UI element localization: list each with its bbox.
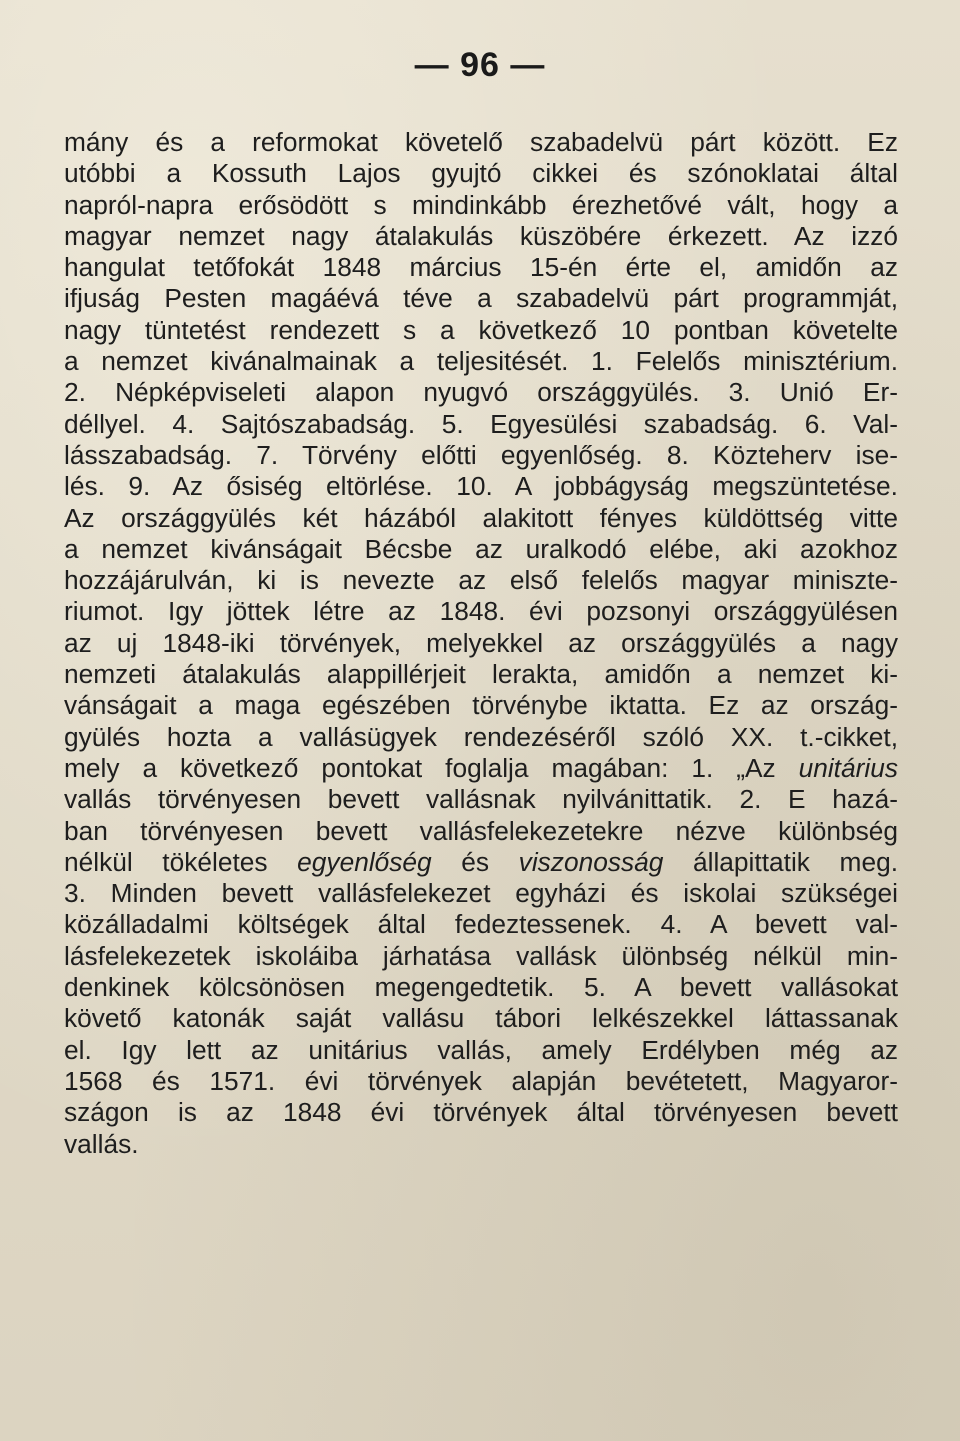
- text-segment: vánságait a maga egészében törvénybe iktatta. Ez az ország-: [64, 690, 898, 721]
- text-segment: lásszabadság. 7. Törvény előtti egyenlőség. 8. Közteherv ise-: [64, 439, 898, 470]
- text-line: [64, 127, 898, 158]
- text-segment: a nemzet kivánságait Bécsbe az uralkodó elébe, aki azokhoz: [64, 533, 898, 564]
- text-line: [64, 690, 898, 721]
- text-segment: a nemzet kivánalmainak a teljesitését. 1. Felelős minisztérium.: [64, 346, 898, 377]
- text-segment: riumot. Igy jöttek létre az 1848. évi pozsonyi országgyülésen: [64, 596, 898, 627]
- text-line: [64, 941, 898, 972]
- text-segment: 3. Minden bevett vallásfelekezet egyházi és iskolai szükségei: [64, 878, 898, 909]
- body-text: [64, 127, 898, 1160]
- page-number: — 96 —: [414, 46, 546, 84]
- text-line: [64, 753, 898, 784]
- text-line: [64, 440, 898, 471]
- text-segment: napról-napra erősödött s mindinkább érezhetővé vált, hogy a: [64, 189, 898, 220]
- text-segment: nemzeti átalakulás alappillérjeit lerakta, amidőn a nemzet ki-: [64, 659, 898, 690]
- text-segment: vallás.: [64, 1128, 139, 1159]
- text-line: [64, 377, 898, 408]
- text-segment: nagy tüntetést rendezett s a következő 10 pontban követelte: [64, 314, 898, 345]
- text-segment: ban törvényesen bevett vallásfelekezetekre nézve különbség: [64, 815, 898, 846]
- text-line: [64, 315, 898, 346]
- text-segment: hozzájárulván, ki is nevezte az első felelős magyar miniszte-: [64, 565, 898, 596]
- text-segment: denkinek kölcsönösen megengedtetik. 5. A bevett vallásokat: [64, 972, 898, 1003]
- text-line: [64, 158, 898, 189]
- text-line: [64, 1066, 898, 1097]
- text-line: [64, 816, 898, 847]
- text-segment: 2. Népképviseleti alapon nyugvó országgyülés. 3. Unió Er-: [64, 377, 898, 408]
- text-segment: 1568 és 1571. évi törvények alapján bevétetett, Magyaror-: [64, 1065, 898, 1096]
- italic-text: viszonosság: [518, 846, 664, 877]
- text-line: [64, 283, 898, 314]
- text-segment: mely a következő pontokat foglalja magában: 1. „Az: [64, 752, 799, 783]
- text-segment: követő katonák saját vallásu tábori lelkészekkel láttassanak: [64, 1003, 898, 1034]
- italic-text: egyenlőség: [297, 846, 432, 877]
- text-line: [64, 190, 898, 221]
- text-line: [64, 346, 898, 377]
- text-line: [64, 565, 898, 596]
- text-line: [64, 471, 898, 502]
- text-segment: Az országgyülés két házából alakitott fényes küldöttség vitte: [64, 502, 898, 533]
- text-line: [64, 1035, 898, 1066]
- text-line: [64, 409, 898, 440]
- text-line: [64, 909, 898, 940]
- text-segment: szágon is az 1848 évi törvények által törvényesen bevett: [64, 1097, 898, 1128]
- text-segment: vallás törvényesen bevett vallásnak nyilvánittatik. 2. E hazá-: [64, 784, 898, 815]
- text-line: [64, 878, 898, 909]
- text-segment: hangulat tetőfokát 1848 március 15-én érte el, amidőn az: [64, 252, 898, 283]
- text-line: [64, 972, 898, 1003]
- text-segment: mány és a reformokat követelő szabadelvü párt között. Ez: [64, 127, 898, 157]
- text-line: [64, 659, 898, 690]
- text-segment: lásfelekezetek iskoláiba járhatása vallásk ülönbség nélkül min-: [64, 940, 898, 971]
- text-segment: utóbbi a Kossuth Lajos gyujtó cikkei és szónoklatai által: [64, 158, 898, 189]
- text-line: [64, 1129, 898, 1160]
- text-line: [64, 221, 898, 252]
- text-segment: nélkül tökéletes: [64, 846, 298, 877]
- text-segment: állapittatik meg.: [663, 846, 898, 877]
- text-segment: lés. 9. Az ősiség eltörlése. 10. A jobbágyság megszüntetése.: [64, 471, 898, 502]
- text-segment: gyülés hozta a vallásügyek rendezéséről szóló XX. t.-cikket,: [64, 721, 898, 752]
- text-line: [64, 503, 898, 534]
- text-segment: ifjuság Pesten magáévá téve a szabadelvü párt programmját,: [64, 283, 898, 314]
- italic-text: unitárius: [798, 752, 898, 783]
- text-line: [64, 252, 898, 283]
- text-segment: közálladalmi költségek által fedeztessenek. 4. A bevett val-: [64, 909, 898, 940]
- text-line: [64, 534, 898, 565]
- text-line: [64, 722, 898, 753]
- text-segment: el. Igy lett az unitárius vallás, amely Erdélyben még az: [64, 1034, 898, 1065]
- text-line: [64, 1003, 898, 1034]
- text-line: [64, 596, 898, 627]
- text-line: [64, 784, 898, 815]
- text-segment: és: [431, 846, 519, 877]
- text-line: [64, 628, 898, 659]
- text-segment: az uj 1848-iki törvények, melyekkel az országgyülés a nagy: [64, 627, 898, 658]
- text-segment: déllyel. 4. Sajtószabadság. 5. Egyesülési szabadság. 6. Val-: [64, 408, 898, 439]
- text-segment: magyar nemzet nagy átalakulás küszöbére érkezett. Az izzó: [64, 220, 898, 251]
- text-line: [64, 847, 898, 878]
- text-line: [64, 1097, 898, 1128]
